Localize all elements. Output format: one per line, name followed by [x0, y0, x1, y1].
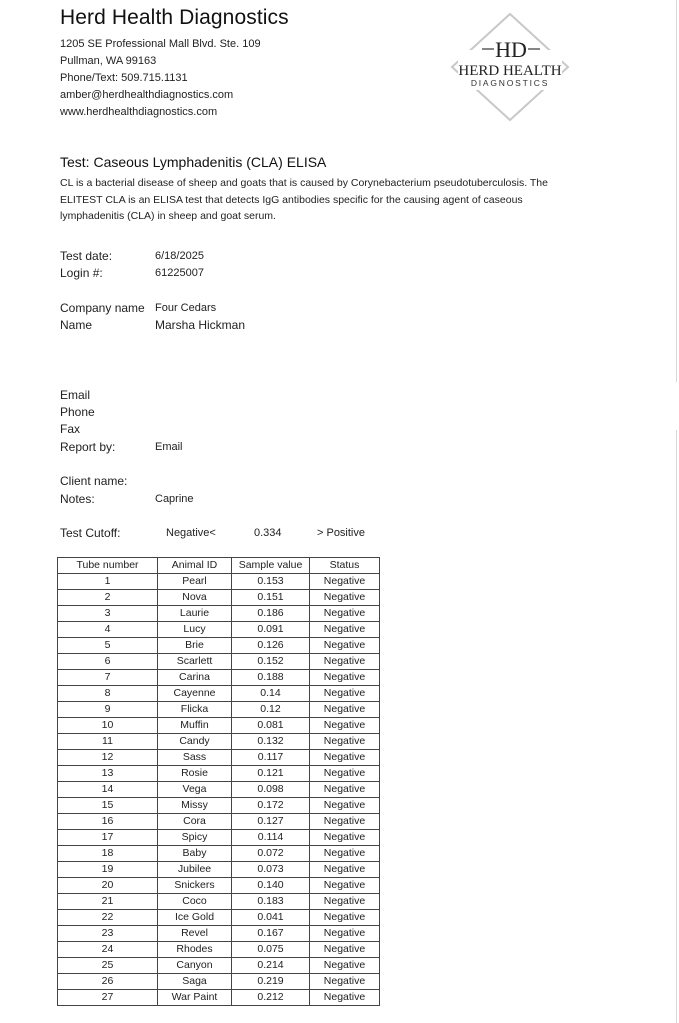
sample-value-cell: 0.219: [232, 974, 310, 990]
test-description: CL is a bacterial disease of sheep and goats that is caused by Corynebacterium pseudotuberculosis. The ELITEST CLA is an ELISA test that detects IgG antibodies specific for the causing agent of caseous lymphadenitis (CLA) in sheep and goat serum.: [60, 177, 548, 222]
sample-value-cell: 0.188: [232, 670, 310, 686]
sample-value-cell: 0.214: [232, 958, 310, 974]
status-cell: Negative: [310, 734, 380, 750]
sample-value-cell: 0.212: [232, 990, 310, 1006]
cutoff-negative: Negative<: [166, 527, 216, 539]
tube-number-cell: 21: [58, 894, 158, 910]
animal-id-cell: Cayenne: [158, 686, 232, 702]
sample-value-cell: 0.114: [232, 830, 310, 846]
table-row: [58, 878, 380, 894]
animal-id-cell: Pearl: [158, 574, 232, 590]
table-row: [58, 606, 380, 622]
status-cell: Negative: [310, 686, 380, 702]
report-by-value: Email: [155, 441, 183, 453]
table-row: [58, 638, 380, 654]
login-label: Login #:: [60, 266, 103, 280]
sample-value-cell: 0.14: [232, 686, 310, 702]
tube-number-cell: 23: [58, 926, 158, 942]
status-cell: Negative: [310, 590, 380, 606]
animal-id-cell: Brie: [158, 638, 232, 654]
animal-id-cell: Carina: [158, 670, 232, 686]
animal-id-cell: Vega: [158, 782, 232, 798]
status-cell: Negative: [310, 958, 380, 974]
sample-value-cell: 0.126: [232, 638, 310, 654]
tube-number-cell: 14: [58, 782, 158, 798]
animal-id-cell: Laurie: [158, 606, 232, 622]
status-cell: Negative: [310, 654, 380, 670]
test-date-label: Test date:: [60, 249, 113, 263]
cutoff-label: Test Cutoff:: [60, 526, 121, 540]
animal-id-cell: Cora: [158, 814, 232, 830]
sample-value-cell: 0.073: [232, 862, 310, 878]
report-by-label: Report by:: [60, 440, 116, 454]
status-cell: Negative: [310, 878, 380, 894]
company-value: Four Cedars: [155, 302, 217, 314]
address-email: amber@herdhealthdiagnostics.com: [60, 89, 234, 101]
status-cell: Negative: [310, 942, 380, 958]
fax-label: Fax: [60, 422, 81, 436]
sample-value-cell: 0.183: [232, 894, 310, 910]
status-cell: Negative: [310, 894, 380, 910]
tube-number-cell: 12: [58, 750, 158, 766]
address-website: www.herdhealthdiagnostics.com: [60, 106, 218, 118]
status-cell: Negative: [310, 606, 380, 622]
test-date-value: 6/18/2025: [155, 250, 204, 262]
test-title: Test: Caseous Lymphadenitis (CLA) ELISA: [60, 154, 327, 170]
logo-line1: HERD HEALTH: [458, 63, 562, 79]
cutoff-value: 0.334: [254, 527, 282, 539]
animal-id-cell: Canyon: [158, 958, 232, 974]
tube-number-cell: 26: [58, 974, 158, 990]
table-row: [58, 702, 380, 718]
client-name-label: Client name:: [60, 474, 128, 488]
sample-value-cell: 0.152: [232, 654, 310, 670]
status-cell: Negative: [310, 974, 380, 990]
tube-number-cell: 10: [58, 718, 158, 734]
status-cell: Negative: [310, 830, 380, 846]
animal-id-cell: Coco: [158, 894, 232, 910]
tube-number-cell: 1: [58, 574, 158, 590]
status-cell: Negative: [310, 718, 380, 734]
sample-value-cell: 0.186: [232, 606, 310, 622]
tube-number-cell: 4: [58, 622, 158, 638]
animal-id-cell: Nova: [158, 590, 232, 606]
table-row: [58, 734, 380, 750]
animal-id-cell: Snickers: [158, 878, 232, 894]
table-row: [58, 926, 380, 942]
animal-id-cell: Sass: [158, 750, 232, 766]
tube-number-cell: 11: [58, 734, 158, 750]
table-row: [58, 750, 380, 766]
sample-value-cell: 0.127: [232, 814, 310, 830]
table-row: [58, 574, 380, 590]
animal-id-cell: Ice Gold: [158, 910, 232, 926]
animal-id-cell: Baby: [158, 846, 232, 862]
company-logo: [450, 12, 570, 122]
table-row: [58, 782, 380, 798]
animal-id-cell: Scarlett: [158, 654, 232, 670]
tube-number-cell: 20: [58, 878, 158, 894]
logo-monogram: HD: [495, 37, 527, 62]
status-cell: Negative: [310, 750, 380, 766]
sample-value-cell: 0.091: [232, 622, 310, 638]
animal-id-cell: Saga: [158, 974, 232, 990]
status-cell: Negative: [310, 702, 380, 718]
notes-label: Notes:: [60, 492, 95, 506]
animal-id-cell: Jubilee: [158, 862, 232, 878]
name-value: Marsha Hickman: [155, 318, 246, 332]
table-row: [58, 718, 380, 734]
tube-number-cell: 22: [58, 910, 158, 926]
page-edge-line: [676, 430, 677, 1023]
status-cell: Negative: [310, 990, 380, 1006]
header-animal-id: Animal ID: [158, 558, 232, 574]
sample-value-cell: 0.121: [232, 766, 310, 782]
status-cell: Negative: [310, 862, 380, 878]
table-row: [58, 590, 380, 606]
animal-id-cell: Spicy: [158, 830, 232, 846]
address-phone: Phone/Text: 509.715.1131: [60, 72, 188, 84]
status-cell: Negative: [310, 670, 380, 686]
animal-id-cell: War Paint: [158, 990, 232, 1006]
table-row: [58, 894, 380, 910]
sample-value-cell: 0.151: [232, 590, 310, 606]
status-cell: Negative: [310, 638, 380, 654]
sample-value-cell: 0.12: [232, 702, 310, 718]
notes-value: Caprine: [155, 493, 194, 505]
email-label: Email: [60, 388, 91, 402]
table-row: [58, 846, 380, 862]
table-row: [58, 766, 380, 782]
table-row: [58, 990, 380, 1006]
tube-number-cell: 5: [58, 638, 158, 654]
tube-number-cell: 13: [58, 766, 158, 782]
logo-line2: DIAGNOSTICS: [470, 78, 550, 88]
tube-number-cell: 17: [58, 830, 158, 846]
tube-number-cell: 8: [58, 686, 158, 702]
tube-number-cell: 6: [58, 654, 158, 670]
results-table: [57, 557, 380, 1006]
header-tube-number: Tube number: [58, 558, 158, 574]
sample-value-cell: 0.072: [232, 846, 310, 862]
table-row: [58, 670, 380, 686]
table-row: [58, 942, 380, 958]
table-row: [58, 958, 380, 974]
sample-value-cell: 0.041: [232, 910, 310, 926]
results-body: [58, 574, 380, 1006]
sample-value-cell: 0.098: [232, 782, 310, 798]
cutoff-positive: > Positive: [317, 527, 365, 539]
table-row: [58, 974, 380, 990]
status-cell: Negative: [310, 782, 380, 798]
animal-id-cell: Lucy: [158, 622, 232, 638]
tube-number-cell: 15: [58, 798, 158, 814]
sample-value-cell: 0.140: [232, 878, 310, 894]
table-row: [58, 798, 380, 814]
table-row: [58, 622, 380, 638]
status-cell: Negative: [310, 622, 380, 638]
status-cell: Negative: [310, 814, 380, 830]
tube-number-cell: 16: [58, 814, 158, 830]
table-row: [58, 910, 380, 926]
animal-id-cell: Rosie: [158, 766, 232, 782]
tube-number-cell: 18: [58, 846, 158, 862]
sample-value-cell: 0.132: [232, 734, 310, 750]
table-row: [58, 686, 380, 702]
status-cell: Negative: [310, 926, 380, 942]
status-cell: Negative: [310, 766, 380, 782]
header-status: Status: [310, 558, 380, 574]
table-header-row: [58, 558, 380, 574]
tube-number-cell: 2: [58, 590, 158, 606]
tube-number-cell: 19: [58, 862, 158, 878]
status-cell: Negative: [310, 846, 380, 862]
table-row: [58, 654, 380, 670]
sample-value-cell: 0.081: [232, 718, 310, 734]
lab-name: Herd Health Diagnostics: [60, 6, 289, 29]
sample-value-cell: 0.075: [232, 942, 310, 958]
address-city: Pullman, WA 99163: [60, 55, 157, 67]
tube-number-cell: 25: [58, 958, 158, 974]
animal-id-cell: Revel: [158, 926, 232, 942]
login-value: 61225007: [155, 267, 204, 279]
sample-value-cell: 0.153: [232, 574, 310, 590]
table-row: [58, 862, 380, 878]
header-sample-value: Sample value: [232, 558, 310, 574]
company-label: Company name: [60, 301, 145, 315]
animal-id-cell: Rhodes: [158, 942, 232, 958]
animal-id-cell: Muffin: [158, 718, 232, 734]
status-cell: Negative: [310, 798, 380, 814]
phone-label: Phone: [60, 405, 95, 419]
address-street: 1205 SE Professional Mall Blvd. Ste. 109: [60, 38, 261, 50]
status-cell: Negative: [310, 574, 380, 590]
table-row: [58, 830, 380, 846]
tube-number-cell: 9: [58, 702, 158, 718]
sample-value-cell: 0.167: [232, 926, 310, 942]
tube-number-cell: 27: [58, 990, 158, 1006]
animal-id-cell: Flicka: [158, 702, 232, 718]
tube-number-cell: 24: [58, 942, 158, 958]
animal-id-cell: Candy: [158, 734, 232, 750]
tube-number-cell: 7: [58, 670, 158, 686]
tube-number-cell: 3: [58, 606, 158, 622]
sample-value-cell: 0.117: [232, 750, 310, 766]
table-row: [58, 814, 380, 830]
page-edge-line: [676, 0, 677, 382]
name-label: Name: [60, 318, 93, 332]
logo-diamond-icon: [450, 12, 570, 122]
animal-id-cell: Missy: [158, 798, 232, 814]
status-cell: Negative: [310, 910, 380, 926]
sample-value-cell: 0.172: [232, 798, 310, 814]
